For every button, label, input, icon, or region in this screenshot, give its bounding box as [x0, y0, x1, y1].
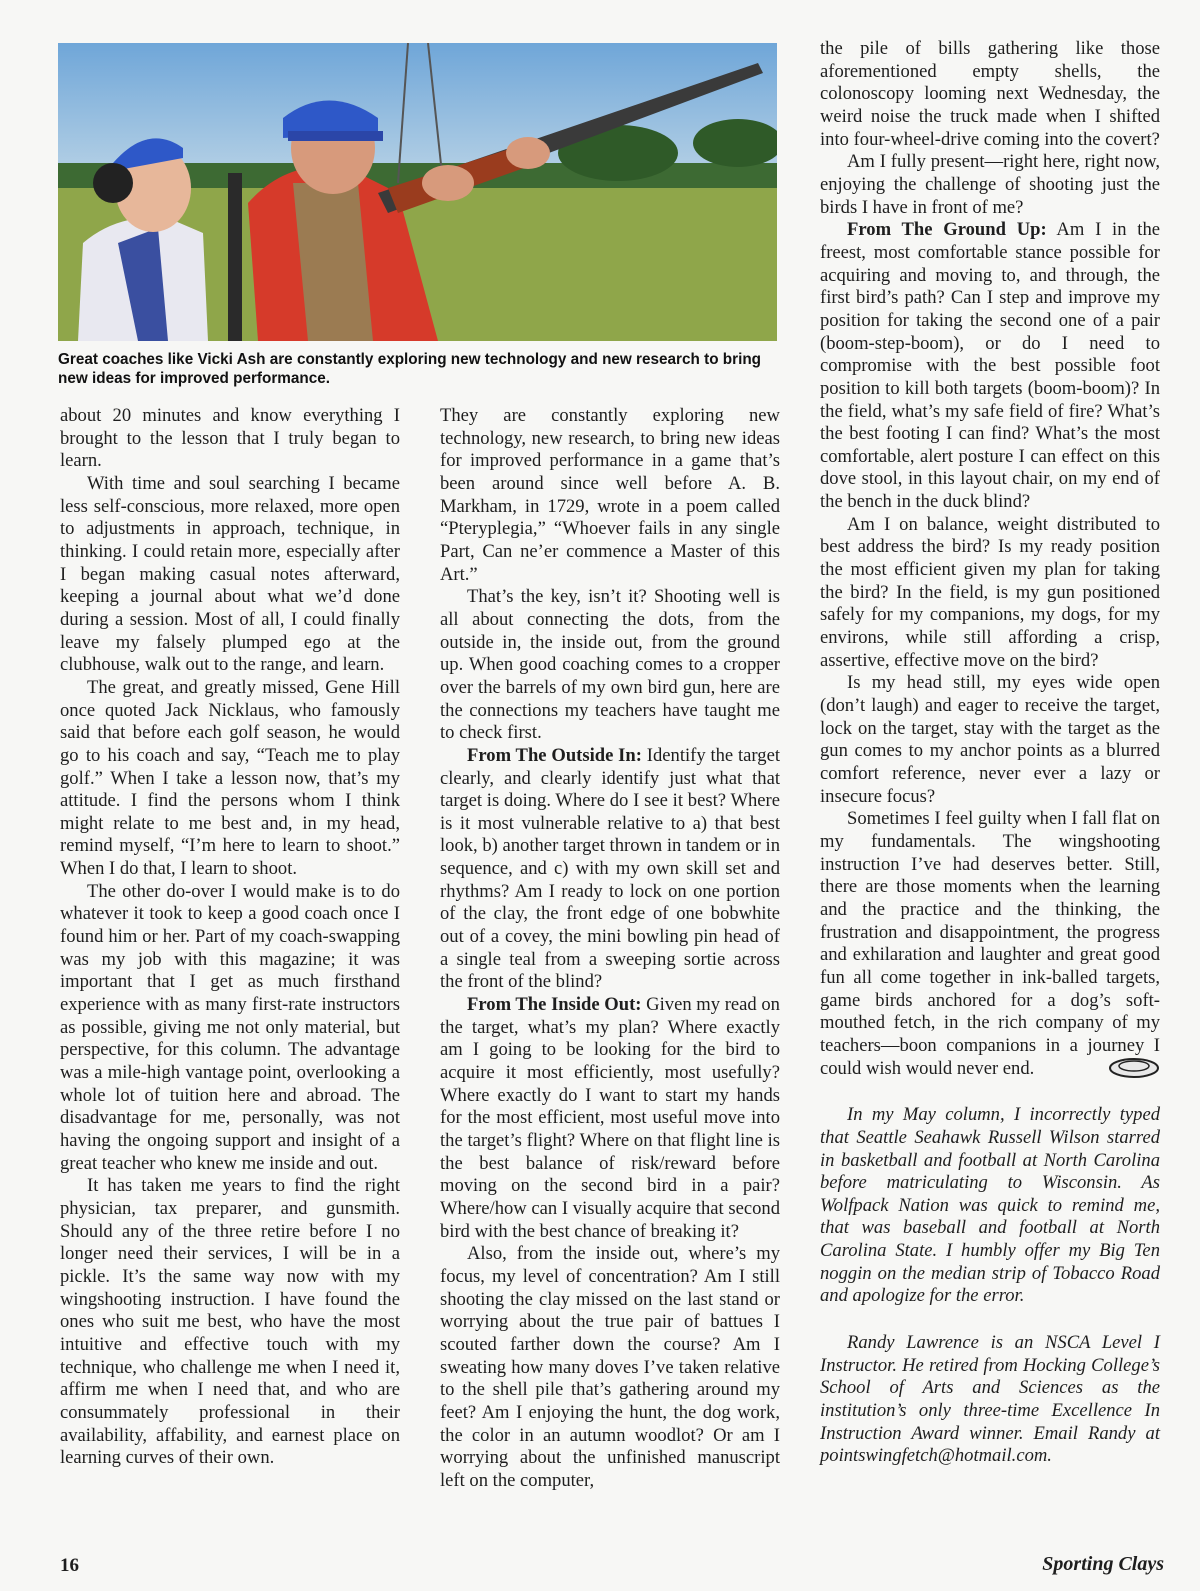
paragraph: Am I on balance, weight distributed to best address the bird? Is my ready position the most efficient given my plan for taking the bird? In the field, is my gun positioned safely for my companions, my dogs, for my environs, while still affording a crisp, assertive, effective move on the bird? — [820, 513, 1160, 671]
paragraph — [820, 219, 1160, 514]
article-column-2 — [440, 405, 780, 1493]
paragraph: about 20 minutes and know everything I brought to the lesson that I truly began to learn. — [60, 405, 400, 472]
photo-caption: Great coaches like Vicki Ash are constantly exploring new technology and new research to bring new ideas for improved performance. — [58, 351, 762, 387]
correction-note: In my May column, I incorrectly typed that Seattle Seahawk Russell Wilson starred in basketball and football at North Carolina before matriculating to Wisconsin. As Wolfpack Nation was quick to remind me, that was baseball and football at North Carolina State. I humbly offer my Big Ten noggin on the median strip of Tobacco Road and apologize for the error. — [820, 1104, 1160, 1307]
paragraph: The great, and greatly missed, Gene Hill once quoted Jack Nicklaus, who famously said that before each golf season, he would go to his coach and say, “Teach me to play golf.” When I take a lesson now, that’s my attitude. I find the persons whom I think might relate to me best and, in my head, remind myself, “I’m here to learn to shoot.” When I do that, I learn to shoot. — [60, 676, 400, 880]
clay-target-icon — [1081, 1056, 1160, 1087]
article-photo — [58, 43, 777, 341]
article-column-1 — [60, 405, 400, 1470]
paragraph: Is my head still, my eyes wide open (don’t laugh) and eager to receive the target, lock on the target, stay with the target as the gun comes to my anchor points as a blurred comfort reference, never ever a lazy or insecure focus? — [820, 672, 1160, 807]
paragraph: Also, from the inside out, where’s my focus, my level of concentration? Am I still shooting the clay missed on the last stand or worrying about the true pair of battues I scouted farther down the course? Am I sweating how many doves I’ve taken relative to the shell pile that’s gathering around my feet? Am I enjoying the hunt, the dog work, the color in an autumn woodlot? Or am I worrying about the unfinished manuscript left on the computer, — [440, 1243, 780, 1491]
paragraph-text: Identify the target clearly, and clearly identify just what that target is doing. Where do I see it best? Where is it most vulnerable relative to a) that best look, b) another target thrown in tandem or in sequence, and c) with my own skill set and rhythms? Am I ready to lock on one portion of the clay, the front edge of one bobwhite out of a covey, the mini bowling pin head of a single teal from a sweeping sortie across the front of the blind? — [440, 744, 780, 993]
paragraph: They are constantly exploring new technology, new research, to bring new ideas for improved performance in a game that’s been around since well before A. B. Markham, in 1729, wrote in a poem called “Pteryplegia,” “Whoever fails in any single Part, Can ne’er commence a Master of this Art.” — [440, 405, 780, 585]
page-number: 16 — [60, 1555, 79, 1576]
paragraph — [440, 994, 780, 1243]
paragraph — [440, 745, 780, 994]
magazine-name: Sporting Clays — [1042, 1553, 1164, 1575]
section-heading: From The Outside In: — [467, 744, 642, 766]
paragraph — [820, 808, 1160, 1080]
paragraph-text: Am I in the freest, most comfortable stance possible for acquiring and moving to, and through, the first bird’s path? Can I step and improve my position for taking the second one of a pair (boom-step-boom), or do I need to compromise with the best possible foot position to kill both targets (boom-boom)? In the field, what’s my safe field of fire? What’s the best footing I can find? What’s the most comfortable, alert posture I can effect on this dove stool, in this layout chair, on my end of the bench in the duck blind? — [820, 219, 1160, 513]
paragraph: The other do-over I would make is to do whatever it took to keep a good coach once I found him or her. Part of my coach-swapping was my job with this magazine; it was important that I get as much firsthand experience with as many first-rate instructors as possible, giving me not only material, but perspective, for this column. The advantage was a mile-high vantage point, overlooking a whole lot of tuition here and abroad. The disadvantage for me, personally, was not having the ongoing support and insight of a great teacher who knew me inside and out. — [60, 880, 400, 1174]
paragraph: the pile of bills gathering like those aforementioned empty shells, the colonoscopy looming next Wednesday, the weird noise the truck made when I shifted into four-wheel-drive coming into the covert? — [820, 38, 1160, 150]
paragraph-text: Sometimes I feel guilty when I fall flat on my fundamentals. The wingshooting instruction I’ve had deserves better. Still, there are those moments when the learning and the practice and the thinking, the frustration and disappointment, the progress and exhilaration and laughter and great good fun all come together in ink-balled targets, game birds anchored for a dog’s soft-mouthed fetch, in the rich company of my teachers—boon companions in a journey I could wish would never end. — [820, 808, 1160, 1079]
paragraph: Am I fully present—right here, right now, enjoying the challenge of shooting just the birds I have in front of me? — [820, 151, 1160, 218]
paragraph-text: Given my read on the target, what’s my plan? Where exactly am I going to be looking for the bird to acquire it most efficiently, most usefully? Where exactly do I want to start my hands for the most efficient, most useful move into the target’s flight? Where on that flight line is the best balance of risk/reward before moving on the second bird in a pair? Where/how can I visually acquire that second bird with the best chance of breaking it? — [440, 994, 780, 1242]
author-bio: Randy Lawrence is an NSCA Level I Instructor. He retired from Hocking College’s School of Arts and Sciences as the institution’s only three-time Excellence In Instruction Award winner. Email Randy at pointswingfetch@hotmail.com. — [820, 1332, 1160, 1467]
paragraph: It has taken me years to find the right physician, tax preparer, and gunsmith. Should any of the three retire before I no longer need their services, I will be in a pickle. It’s the same way now with my wingshooting instruction. I have found the ones who suit me best, who have the most intuitive and effective touch with my technique, who challenge me when I need it, affirm me when I need that, and who are consummately professional in their availability, affability, and earnest place on learning curves of their own. — [60, 1175, 400, 1469]
paragraph: With time and soul searching I became less self-conscious, more relaxed, more open to adjustments in approach, technique, in thinking. I could retain more, especially after I began making casual notes afterward, keeping a journal about what we’d done during a session. Most of all, I could finally leave my falsely plumped ego at the clubhouse, walk out to the range, and learn. — [60, 472, 400, 676]
section-heading: From The Inside Out: — [467, 994, 642, 1016]
section-heading: From The Ground Up: — [847, 219, 1047, 241]
article-column-3 — [820, 38, 1160, 1468]
paragraph: That’s the key, isn’t it? Shooting well is all about connecting the dots, from the outside in, the inside out, from the ground up. When good coaching comes to a cropper over the barrels of my own bird gun, here are the connections my teachers have taught me to check first. — [440, 586, 780, 744]
